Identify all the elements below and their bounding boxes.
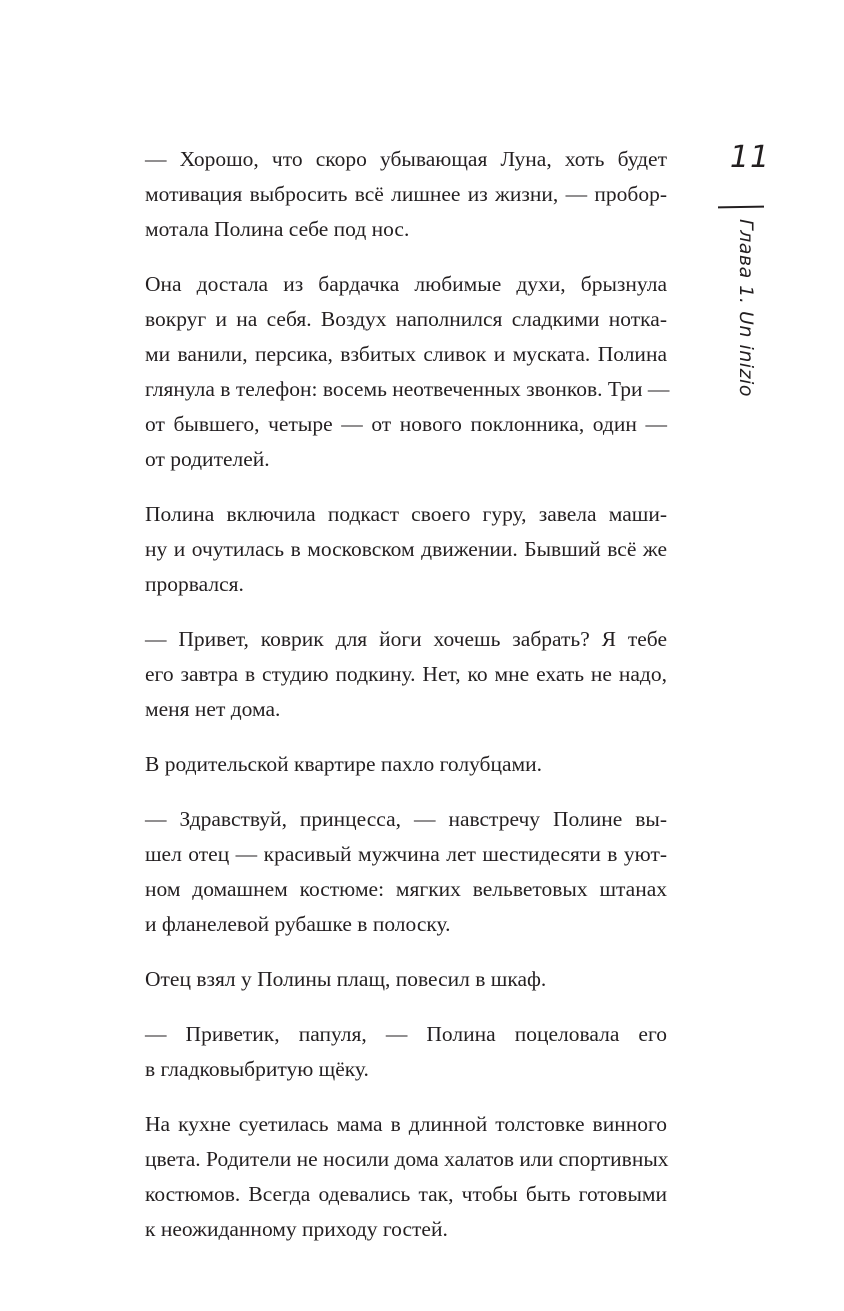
page-number: 11 <box>729 140 771 175</box>
text-line: — Здравствуй, принцесса, — навстречу Полине вы- <box>145 807 667 831</box>
text-line: Отец взял у Полины плащ, повесил в шкаф. <box>145 967 547 991</box>
paragraph <box>145 802 667 942</box>
text-line: ном домашнем костюме: мягких вельветовых штанах <box>145 877 667 901</box>
paragraph <box>145 962 667 997</box>
paragraph <box>145 267 670 477</box>
text-line: в гладковыбритую щёку. <box>145 1057 369 1081</box>
text-line: и фланелевой рубашке в полоску. <box>145 912 451 936</box>
text-line: — Привет, коврик для йоги хочешь забрать? Я тебе <box>145 627 667 651</box>
text-line: прорвался. <box>145 572 244 596</box>
paragraph <box>145 747 667 782</box>
body-text <box>145 142 670 1267</box>
text-line: цвета. Родители не носили дома халатов или спортивных <box>145 1147 669 1171</box>
paragraph <box>145 1017 667 1087</box>
text-line: — Хорошо, что скоро убывающая Луна, хоть будет <box>145 147 667 171</box>
text-line: меня нет дома. <box>145 697 281 721</box>
text-line: шел отец — красивый мужчина лет шестидесяти в уют- <box>145 842 667 866</box>
header-rule <box>718 206 764 209</box>
text-line: ну и очутилась в московском движении. Бывший всё же <box>145 537 667 561</box>
text-line: его завтра в студию подкину. Нет, ко мне ехать не надо, <box>145 662 667 686</box>
paragraph <box>145 622 667 727</box>
paragraph <box>145 1107 667 1247</box>
text-line: вокруг и на себя. Воздух наполнился сладкими нотка- <box>145 307 667 331</box>
text-line: В родительской квартире пахло голубцами. <box>145 752 543 776</box>
running-head <box>726 219 766 397</box>
running-head-text: Глава 1. Un inizio <box>735 219 757 397</box>
text-line: — Приветик, папуля, — Полина поцеловала его <box>145 1022 667 1046</box>
paragraph <box>145 142 667 247</box>
text-line: мотивация выбросить всё лишнее из жизни, — пробор- <box>145 182 667 206</box>
text-line: от родителей. <box>145 447 270 471</box>
text-line: от бывшего, четыре — от нового поклонника, один — <box>145 412 667 436</box>
text-line: Полина включила подкаст своего гуру, завела маши- <box>145 502 667 526</box>
paragraph <box>145 497 667 602</box>
text-line: глянула в телефон: восемь неотвеченных звонков. Три — <box>145 377 670 401</box>
text-line: ми ванили, персика, взбитых сливок и муската. Полина <box>145 342 667 366</box>
text-line: Она достала из бардачка любимые духи, брызнула <box>145 272 667 296</box>
text-line: костюмов. Всегда одевались так, чтобы быть готовыми <box>145 1182 667 1206</box>
text-line: мотала Полина себе под нос. <box>145 217 410 241</box>
text-line: к неожиданному приходу гостей. <box>145 1217 448 1241</box>
text-line: На кухне суетилась мама в длинной толстовке винного <box>145 1112 667 1136</box>
